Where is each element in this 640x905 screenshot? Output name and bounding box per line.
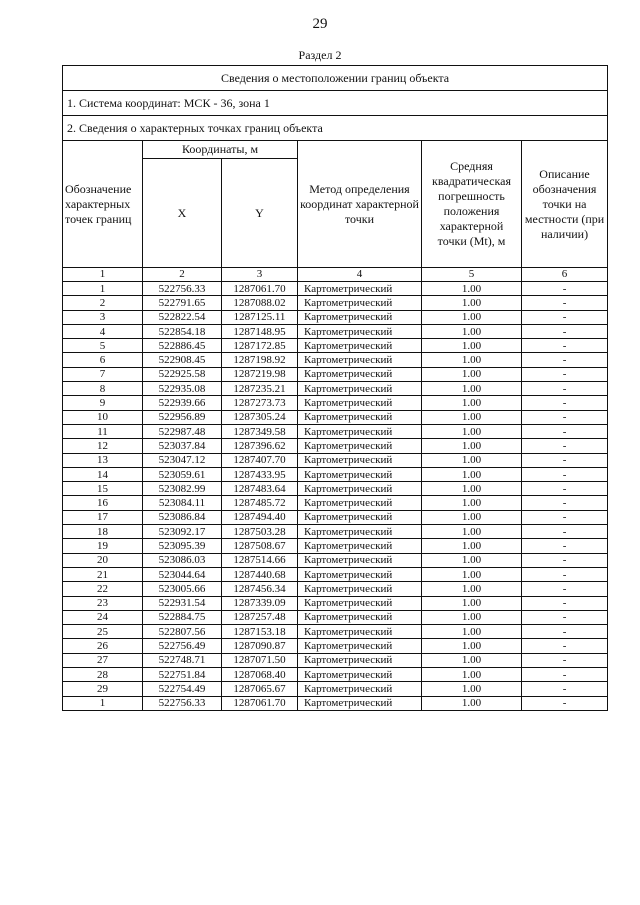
table-row (63, 496, 608, 510)
accuracy-cell: 1.00 (422, 682, 522, 696)
method-header: Метод определения координат характерной точки (298, 141, 422, 268)
x-coordinate-cell: 523084.11 (143, 496, 222, 510)
designation-header: Обозначение характерных точек границ (63, 141, 143, 268)
point-id-cell: 12 (63, 439, 143, 453)
point-id-cell: 20 (63, 553, 143, 567)
y-coordinate-cell: 1287407.70 (222, 453, 298, 467)
table-row (63, 625, 608, 639)
description-cell: - (522, 310, 608, 324)
method-cell: Картометрический (298, 382, 422, 396)
method-cell: Картометрический (298, 467, 422, 481)
x-coordinate-cell: 522908.45 (143, 353, 222, 367)
y-coordinate-cell: 1287273.73 (222, 396, 298, 410)
point-id-cell: 8 (63, 382, 143, 396)
point-id-cell: 22 (63, 582, 143, 596)
method-cell: Картометрический (298, 282, 422, 296)
x-coordinate-cell: 523037.84 (143, 439, 222, 453)
description-cell: - (522, 539, 608, 553)
y-coordinate-cell: 1287485.72 (222, 496, 298, 510)
y-coordinate-cell: 1287068.40 (222, 668, 298, 682)
column-number: 3 (222, 268, 298, 282)
description-cell: - (522, 296, 608, 310)
x-coordinate-cell: 522854.18 (143, 324, 222, 338)
x-coordinate-cell: 523092.17 (143, 525, 222, 539)
accuracy-cell: 1.00 (422, 596, 522, 610)
x-coordinate-cell: 522822.54 (143, 310, 222, 324)
y-coordinate-cell: 1287396.62 (222, 439, 298, 453)
accuracy-cell: 1.00 (422, 553, 522, 567)
y-coordinate-cell: 1287172.85 (222, 339, 298, 353)
table-row (63, 324, 608, 338)
column-numbers-row (63, 268, 608, 282)
description-cell: - (522, 424, 608, 438)
y-coordinate-cell: 1287088.02 (222, 296, 298, 310)
accuracy-cell: 1.00 (422, 382, 522, 396)
description-cell: - (522, 610, 608, 624)
y-header: Y (222, 159, 298, 268)
y-coordinate-cell: 1287219.98 (222, 367, 298, 381)
point-id-cell: 21 (63, 567, 143, 581)
method-cell: Картометрический (298, 639, 422, 653)
table-row (63, 510, 608, 524)
method-cell: Картометрический (298, 653, 422, 667)
point-id-cell: 11 (63, 424, 143, 438)
y-coordinate-cell: 1287494.40 (222, 510, 298, 524)
method-cell: Картометрический (298, 625, 422, 639)
table-row (63, 482, 608, 496)
y-coordinate-cell: 1287305.24 (222, 410, 298, 424)
method-cell: Картометрический (298, 510, 422, 524)
y-coordinate-cell: 1287153.18 (222, 625, 298, 639)
accuracy-cell: 1.00 (422, 482, 522, 496)
method-cell: Картометрический (298, 525, 422, 539)
accuracy-cell: 1.00 (422, 310, 522, 324)
x-coordinate-cell: 522751.84 (143, 668, 222, 682)
table-row (63, 539, 608, 553)
x-header: X (143, 159, 222, 268)
point-id-cell: 1 (63, 282, 143, 296)
accuracy-cell: 1.00 (422, 424, 522, 438)
point-id-cell: 25 (63, 625, 143, 639)
accuracy-cell: 1.00 (422, 625, 522, 639)
x-coordinate-cell: 522886.45 (143, 339, 222, 353)
table-row (63, 353, 608, 367)
table-row (63, 410, 608, 424)
y-coordinate-cell: 1287148.95 (222, 324, 298, 338)
point-id-cell: 9 (63, 396, 143, 410)
description-cell: - (522, 282, 608, 296)
x-coordinate-cell: 522956.89 (143, 410, 222, 424)
y-coordinate-cell: 1287483.64 (222, 482, 298, 496)
method-cell: Картометрический (298, 696, 422, 710)
method-cell: Картометрический (298, 410, 422, 424)
x-coordinate-cell: 522987.48 (143, 424, 222, 438)
column-number: 1 (63, 268, 143, 282)
x-coordinate-cell: 523095.39 (143, 539, 222, 553)
accuracy-cell: 1.00 (422, 653, 522, 667)
method-cell: Картометрический (298, 496, 422, 510)
x-coordinate-cell: 522791.65 (143, 296, 222, 310)
point-id-cell: 4 (63, 324, 143, 338)
y-coordinate-cell: 1287125.11 (222, 310, 298, 324)
points-caption: 2. Сведения о характерных точках границ объекта (63, 116, 608, 141)
column-number: 2 (143, 268, 222, 282)
accuracy-cell: 1.00 (422, 496, 522, 510)
y-coordinate-cell: 1287061.70 (222, 696, 298, 710)
method-cell: Картометрический (298, 439, 422, 453)
description-cell: - (522, 682, 608, 696)
accuracy-cell: 1.00 (422, 339, 522, 353)
accuracy-cell: 1.00 (422, 610, 522, 624)
accuracy-cell: 1.00 (422, 353, 522, 367)
y-coordinate-cell: 1287440.68 (222, 567, 298, 581)
accuracy-cell: 1.00 (422, 324, 522, 338)
accuracy-cell: 1.00 (422, 639, 522, 653)
table-row (63, 339, 608, 353)
table-row (63, 696, 608, 710)
y-coordinate-cell: 1287514.66 (222, 553, 298, 567)
method-cell: Картометрический (298, 539, 422, 553)
method-cell: Картометрический (298, 324, 422, 338)
description-cell: - (522, 324, 608, 338)
accuracy-cell: 1.00 (422, 567, 522, 581)
table-row (63, 596, 608, 610)
description-cell: - (522, 367, 608, 381)
page-number: 29 (312, 16, 328, 32)
table-row (63, 525, 608, 539)
y-coordinate-cell: 1287339.09 (222, 596, 298, 610)
y-coordinate-cell: 1287503.28 (222, 525, 298, 539)
accuracy-cell: 1.00 (422, 396, 522, 410)
description-cell: - (522, 353, 608, 367)
y-coordinate-cell: 1287198.92 (222, 353, 298, 367)
table-row (63, 467, 608, 481)
description-cell: - (522, 625, 608, 639)
method-cell: Картометрический (298, 596, 422, 610)
description-cell: - (522, 396, 608, 410)
method-cell: Картометрический (298, 339, 422, 353)
table-row (63, 653, 608, 667)
description-cell: - (522, 567, 608, 581)
y-coordinate-cell: 1287433.95 (222, 467, 298, 481)
x-coordinate-cell: 523059.61 (143, 467, 222, 481)
description-cell: - (522, 553, 608, 567)
y-coordinate-cell: 1287456.34 (222, 582, 298, 596)
description-cell: - (522, 696, 608, 710)
y-coordinate-cell: 1287065.67 (222, 682, 298, 696)
accuracy-cell: 1.00 (422, 467, 522, 481)
x-coordinate-cell: 523044.64 (143, 567, 222, 581)
accuracy-cell: 1.00 (422, 282, 522, 296)
description-cell: - (522, 439, 608, 453)
point-id-cell: 1 (63, 696, 143, 710)
y-coordinate-cell: 1287235.21 (222, 382, 298, 396)
table-row (63, 610, 608, 624)
coord-system-line: 1. Система координат: МСК - 36, зона 1 (63, 91, 608, 116)
description-cell: - (522, 410, 608, 424)
x-coordinate-cell: 522925.58 (143, 367, 222, 381)
section-title: Раздел 2 (298, 48, 342, 62)
table-row (63, 582, 608, 596)
x-coordinate-cell: 522748.71 (143, 653, 222, 667)
x-coordinate-cell: 522884.75 (143, 610, 222, 624)
y-coordinate-cell: 1287061.70 (222, 282, 298, 296)
description-header: Описание обозначения точки на местности (при наличии) (522, 141, 608, 268)
method-cell: Картометрический (298, 396, 422, 410)
method-cell: Картометрический (298, 453, 422, 467)
x-coordinate-cell: 523047.12 (143, 453, 222, 467)
description-cell: - (522, 496, 608, 510)
point-id-cell: 5 (63, 339, 143, 353)
coordinates-header: Координаты, м (143, 141, 298, 159)
method-cell: Картометрический (298, 353, 422, 367)
accuracy-cell: 1.00 (422, 453, 522, 467)
point-id-cell: 24 (63, 610, 143, 624)
table-row (63, 396, 608, 410)
column-number: 5 (422, 268, 522, 282)
point-id-cell: 28 (63, 668, 143, 682)
boundary-points-table (62, 65, 608, 711)
accuracy-cell: 1.00 (422, 668, 522, 682)
description-cell: - (522, 339, 608, 353)
method-cell: Картометрический (298, 567, 422, 581)
description-cell: - (522, 482, 608, 496)
x-coordinate-cell: 522931.54 (143, 596, 222, 610)
column-number: 6 (522, 268, 608, 282)
method-cell: Картометрический (298, 682, 422, 696)
description-cell: - (522, 653, 608, 667)
y-coordinate-cell: 1287349.58 (222, 424, 298, 438)
point-id-cell: 2 (63, 296, 143, 310)
accuracy-cell: 1.00 (422, 582, 522, 596)
accuracy-cell: 1.00 (422, 296, 522, 310)
accuracy-cell: 1.00 (422, 439, 522, 453)
method-cell: Картометрический (298, 668, 422, 682)
point-id-cell: 6 (63, 353, 143, 367)
x-coordinate-cell: 522939.66 (143, 396, 222, 410)
description-cell: - (522, 582, 608, 596)
table-row (63, 382, 608, 396)
point-id-cell: 26 (63, 639, 143, 653)
description-cell: - (522, 668, 608, 682)
accuracy-cell: 1.00 (422, 367, 522, 381)
accuracy-cell: 1.00 (422, 525, 522, 539)
description-cell: - (522, 382, 608, 396)
y-coordinate-cell: 1287071.50 (222, 653, 298, 667)
table-row (63, 567, 608, 581)
table-row (63, 682, 608, 696)
table-row (63, 282, 608, 296)
method-cell: Картометрический (298, 582, 422, 596)
description-cell: - (522, 510, 608, 524)
point-id-cell: 27 (63, 653, 143, 667)
x-coordinate-cell: 523086.03 (143, 553, 222, 567)
point-id-cell: 14 (63, 467, 143, 481)
table-row (63, 639, 608, 653)
x-coordinate-cell: 522935.08 (143, 382, 222, 396)
description-cell: - (522, 639, 608, 653)
x-coordinate-cell: 523082.99 (143, 482, 222, 496)
table-title: Сведения о местоположении границ объекта (63, 66, 608, 91)
y-coordinate-cell: 1287090.87 (222, 639, 298, 653)
description-cell: - (522, 596, 608, 610)
description-cell: - (522, 525, 608, 539)
point-id-cell: 15 (63, 482, 143, 496)
table-row (63, 367, 608, 381)
point-id-cell: 17 (63, 510, 143, 524)
accuracy-header: Средняя квадратическая погрешность положения характерной точки (Mt), м (422, 141, 522, 268)
accuracy-cell: 1.00 (422, 510, 522, 524)
method-cell: Картометрический (298, 482, 422, 496)
method-cell: Картометрический (298, 610, 422, 624)
x-coordinate-cell: 522756.33 (143, 696, 222, 710)
table-row (63, 296, 608, 310)
method-cell: Картометрический (298, 553, 422, 567)
method-cell: Картометрический (298, 424, 422, 438)
accuracy-cell: 1.00 (422, 410, 522, 424)
table-row (63, 453, 608, 467)
point-id-cell: 19 (63, 539, 143, 553)
point-id-cell: 18 (63, 525, 143, 539)
point-id-cell: 23 (63, 596, 143, 610)
description-cell: - (522, 467, 608, 481)
accuracy-cell: 1.00 (422, 696, 522, 710)
x-coordinate-cell: 522756.49 (143, 639, 222, 653)
x-coordinate-cell: 522807.56 (143, 625, 222, 639)
table-row (63, 668, 608, 682)
table-row (63, 553, 608, 567)
description-cell: - (522, 453, 608, 467)
y-coordinate-cell: 1287257.48 (222, 610, 298, 624)
point-id-cell: 13 (63, 453, 143, 467)
x-coordinate-cell: 523005.66 (143, 582, 222, 596)
x-coordinate-cell: 523086.84 (143, 510, 222, 524)
method-cell: Картометрический (298, 367, 422, 381)
method-cell: Картометрический (298, 296, 422, 310)
method-cell: Картометрический (298, 310, 422, 324)
accuracy-cell: 1.00 (422, 539, 522, 553)
table-row (63, 424, 608, 438)
table-row (63, 310, 608, 324)
point-id-cell: 16 (63, 496, 143, 510)
point-id-cell: 10 (63, 410, 143, 424)
table-row (63, 439, 608, 453)
column-number: 4 (298, 268, 422, 282)
x-coordinate-cell: 522756.33 (143, 282, 222, 296)
point-id-cell: 29 (63, 682, 143, 696)
point-id-cell: 7 (63, 367, 143, 381)
point-id-cell: 3 (63, 310, 143, 324)
x-coordinate-cell: 522754.49 (143, 682, 222, 696)
y-coordinate-cell: 1287508.67 (222, 539, 298, 553)
